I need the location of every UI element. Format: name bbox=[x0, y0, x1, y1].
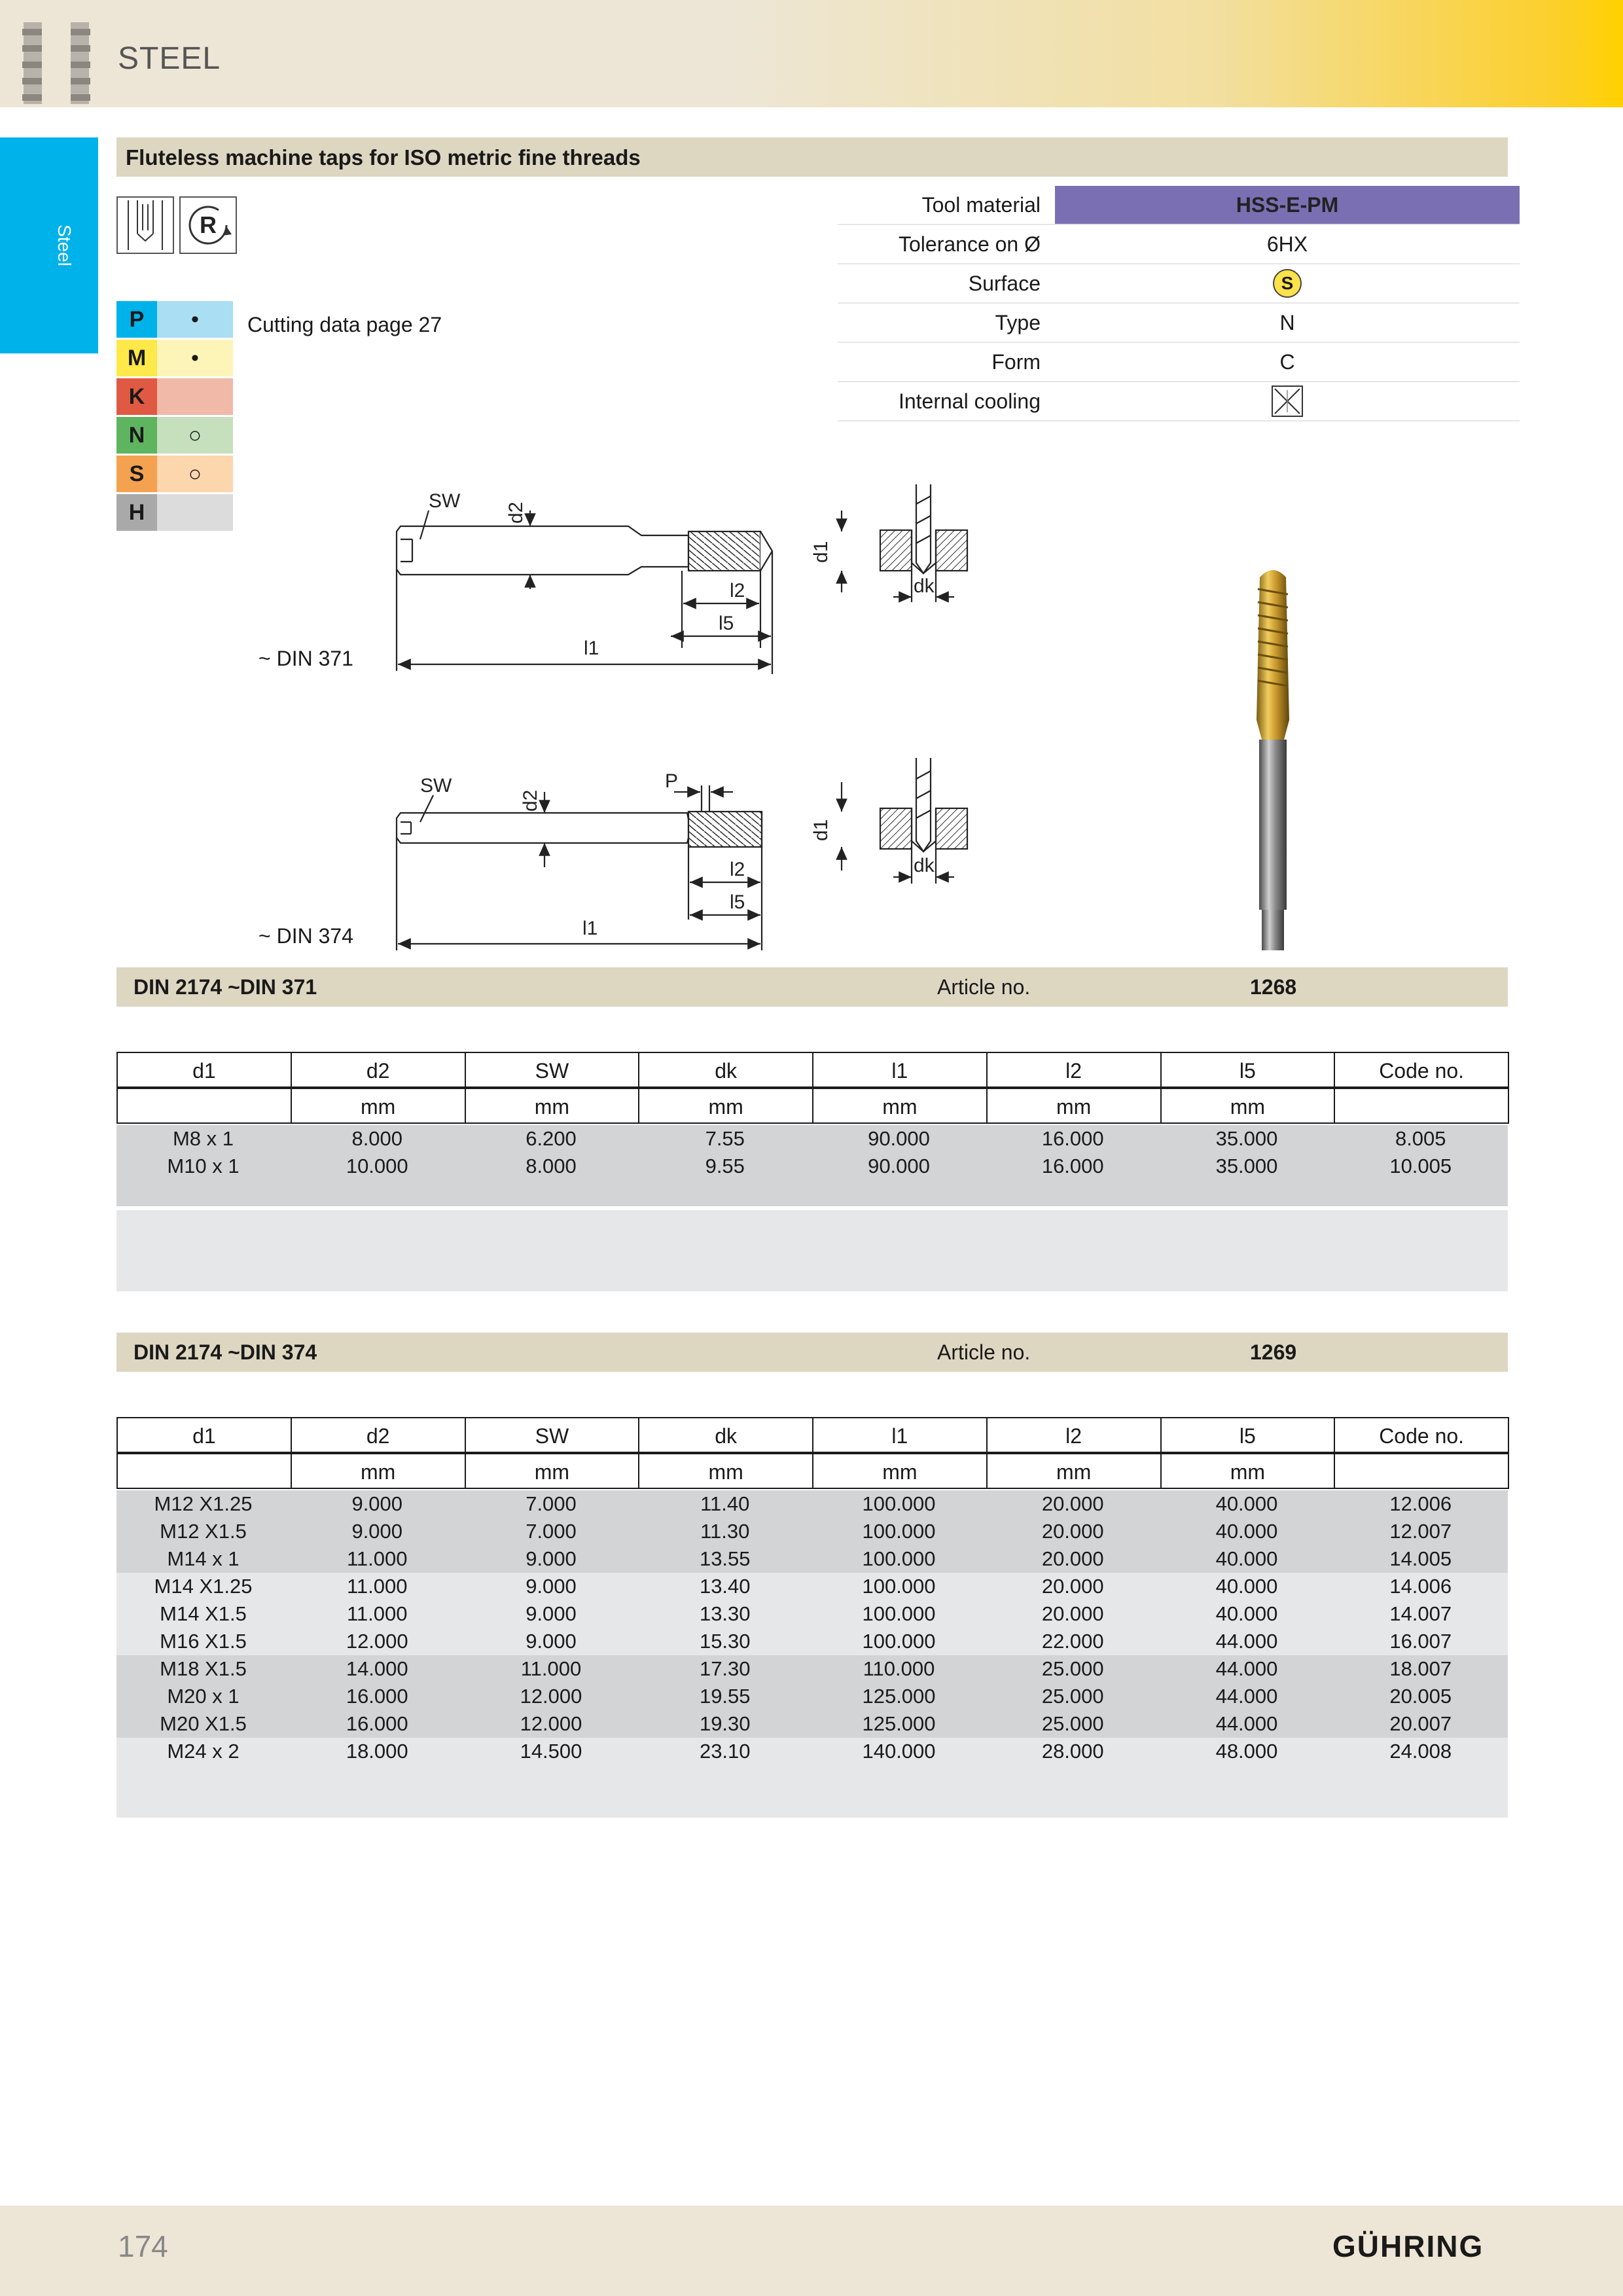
unit-header: mm bbox=[465, 1088, 640, 1124]
unit-header: mm bbox=[1160, 1453, 1336, 1489]
unit-header: mm bbox=[638, 1088, 813, 1124]
column-header: Code no. bbox=[1334, 1052, 1509, 1088]
table-cell: 40.000 bbox=[1215, 1547, 1278, 1570]
form-value: C bbox=[1055, 342, 1520, 382]
material-group-m bbox=[116, 340, 233, 376]
table-row bbox=[116, 1600, 1508, 1628]
d2-label: d2 bbox=[505, 501, 527, 524]
svg-text:R: R bbox=[200, 211, 217, 238]
material-suitability: ○ bbox=[157, 456, 233, 492]
table-cell: 11.30 bbox=[700, 1520, 750, 1543]
spec-label: Tolerance on Ø bbox=[838, 224, 1055, 264]
table-cell: 35.000 bbox=[1215, 1155, 1278, 1177]
table-cell: 12.000 bbox=[520, 1712, 582, 1735]
table-cell: M8 x 1 bbox=[172, 1127, 234, 1150]
material-letter: H bbox=[116, 494, 157, 531]
table-row bbox=[116, 1710, 1508, 1738]
table-cell: 100.000 bbox=[862, 1575, 936, 1598]
din374-labels bbox=[420, 770, 935, 939]
material-suitability: • bbox=[157, 340, 233, 376]
table-cell: 9.000 bbox=[526, 1630, 577, 1653]
product-title: Fluteless machine taps for ISO metric fine threads bbox=[126, 145, 641, 170]
table-row bbox=[116, 1125, 1508, 1153]
table-cell: 18.000 bbox=[346, 1740, 408, 1763]
table-cell: 7.55 bbox=[705, 1127, 745, 1150]
section2-bar bbox=[116, 1333, 1508, 1372]
din374-label: ~ DIN 374 bbox=[259, 924, 353, 948]
table-cell: M14 X1.5 bbox=[160, 1602, 247, 1625]
table-header bbox=[116, 1417, 1508, 1490]
table-cell: 14.005 bbox=[1389, 1547, 1452, 1570]
table-row bbox=[116, 1655, 1508, 1683]
table-row bbox=[116, 1153, 1508, 1180]
dk-label: dk bbox=[914, 575, 935, 597]
table-cell: 17.30 bbox=[699, 1657, 751, 1680]
table-cell: 13.55 bbox=[699, 1547, 751, 1570]
table-cell: 11.000 bbox=[346, 1602, 408, 1625]
table-cell: 13.40 bbox=[699, 1575, 751, 1598]
section2-title: DIN 2174 ~DIN 374 bbox=[134, 1340, 317, 1364]
table-cell: 19.55 bbox=[699, 1685, 751, 1708]
material-group-h bbox=[116, 494, 233, 531]
table-cell: 20.000 bbox=[1041, 1602, 1104, 1625]
sw-label: SW bbox=[420, 775, 452, 797]
table-filler bbox=[116, 1210, 1508, 1291]
d1-label: d1 bbox=[810, 819, 832, 841]
spec-label: Form bbox=[838, 342, 1055, 382]
table-cell: 16.007 bbox=[1389, 1630, 1452, 1653]
table-cell: 25.000 bbox=[1041, 1685, 1104, 1708]
table-cell: 19.30 bbox=[699, 1712, 751, 1735]
l5-label: l5 bbox=[730, 891, 745, 913]
table-body bbox=[116, 1490, 1508, 1818]
table-cell: 11.40 bbox=[700, 1492, 750, 1515]
table-cell: 44.000 bbox=[1215, 1685, 1278, 1708]
column-header: dk bbox=[638, 1417, 813, 1453]
spec-row bbox=[838, 186, 1520, 224]
table-cell: 23.10 bbox=[699, 1740, 751, 1763]
unit-header: mm bbox=[291, 1088, 466, 1124]
table-cell: 20.000 bbox=[1041, 1547, 1104, 1570]
table-cell: 100.000 bbox=[862, 1520, 936, 1543]
material-group-p bbox=[116, 301, 233, 338]
unit-header: mm bbox=[986, 1453, 1162, 1489]
table-cell: 9.000 bbox=[526, 1547, 577, 1570]
l1-label: l1 bbox=[584, 637, 599, 659]
column-header: d2 bbox=[291, 1052, 466, 1088]
thread-logo-icon bbox=[17, 9, 96, 107]
dk-label: dk bbox=[914, 855, 935, 876]
tool-material-value: HSS-E-PM bbox=[1055, 186, 1520, 224]
spec-row bbox=[838, 224, 1520, 264]
no-internal-cooling-icon bbox=[1271, 385, 1304, 418]
table-cell: 20.005 bbox=[1389, 1685, 1452, 1708]
material-letter: M bbox=[116, 340, 157, 376]
table-row bbox=[116, 1573, 1508, 1600]
side-tab-label: Steel bbox=[54, 224, 75, 266]
pitch-label: P bbox=[665, 770, 679, 792]
table-cell: 8.000 bbox=[526, 1155, 577, 1177]
spec-label: Type bbox=[838, 303, 1055, 342]
table-cell: 11.000 bbox=[346, 1575, 408, 1598]
table-row bbox=[116, 1518, 1508, 1545]
table-cell: 28.000 bbox=[1041, 1740, 1104, 1763]
table-cell: 10.005 bbox=[1389, 1155, 1452, 1177]
article-number: 1268 bbox=[1250, 975, 1297, 999]
article-number: 1269 bbox=[1250, 1340, 1297, 1364]
table-cell: 10.000 bbox=[346, 1155, 408, 1177]
table-cell: 125.000 bbox=[862, 1712, 936, 1735]
table-cell: 90.000 bbox=[868, 1155, 930, 1177]
table-cell: 9.000 bbox=[351, 1520, 403, 1543]
unit-header: mm bbox=[812, 1453, 988, 1489]
table-cell: 48.000 bbox=[1215, 1740, 1278, 1763]
section-title: STEEL bbox=[118, 41, 221, 76]
tolerance-value: 6HX bbox=[1055, 224, 1520, 264]
din371-drawing bbox=[397, 484, 967, 674]
table-cell: M18 X1.5 bbox=[160, 1657, 247, 1680]
column-header: d1 bbox=[116, 1417, 292, 1453]
column-header: d2 bbox=[291, 1417, 466, 1453]
table-cell: 25.000 bbox=[1041, 1712, 1104, 1735]
unit-header: mm bbox=[638, 1453, 813, 1489]
spec-label: Tool material bbox=[838, 186, 1055, 224]
unit-header bbox=[1334, 1453, 1509, 1489]
table-cell: 44.000 bbox=[1215, 1657, 1278, 1680]
table-cell: 20.000 bbox=[1041, 1520, 1104, 1543]
table-cell: 20.007 bbox=[1389, 1712, 1452, 1735]
table-cell: 9.55 bbox=[705, 1155, 745, 1177]
d2-label: d2 bbox=[520, 789, 541, 812]
spec-row bbox=[838, 264, 1520, 303]
table-cell: 140.000 bbox=[862, 1740, 936, 1763]
column-header: SW bbox=[465, 1052, 640, 1088]
table-filler bbox=[116, 1180, 1508, 1206]
spec-label: Internal cooling bbox=[838, 382, 1055, 421]
table-cell: M12 X1.5 bbox=[160, 1520, 247, 1543]
spec-row bbox=[838, 382, 1520, 421]
side-tab[interactable] bbox=[0, 137, 98, 353]
table-cell: 12.000 bbox=[520, 1685, 582, 1708]
table-cell: 14.000 bbox=[346, 1657, 408, 1680]
table-cell: 8.000 bbox=[351, 1127, 403, 1150]
table-cell: M24 x 2 bbox=[167, 1740, 240, 1763]
spec-label: Surface bbox=[838, 264, 1055, 303]
table-cell: 13.30 bbox=[699, 1602, 751, 1625]
material-suitability bbox=[157, 494, 233, 531]
table-cell: 16.000 bbox=[1041, 1127, 1104, 1150]
table-cell: 110.000 bbox=[863, 1657, 935, 1680]
table-cell: 40.000 bbox=[1215, 1575, 1278, 1598]
column-header: Code no. bbox=[1334, 1417, 1509, 1453]
table-cell: 15.30 bbox=[699, 1630, 751, 1653]
table-filler bbox=[116, 1765, 1508, 1818]
table-cell: 125.000 bbox=[862, 1685, 936, 1708]
table-cell: M12 X1.25 bbox=[154, 1492, 253, 1515]
table-cell: 11.000 bbox=[520, 1657, 582, 1680]
table-cell: 7.000 bbox=[526, 1520, 577, 1543]
table-cell: 11.000 bbox=[346, 1547, 408, 1570]
table-cell: 40.000 bbox=[1215, 1520, 1278, 1543]
column-header: l5 bbox=[1160, 1417, 1336, 1453]
spec-table bbox=[838, 186, 1520, 422]
table-cell: 14.007 bbox=[1389, 1602, 1452, 1625]
brand-logo: GÜHRING bbox=[1332, 2229, 1484, 2263]
l2-label: l2 bbox=[730, 580, 745, 601]
right-hand-rotation-icon bbox=[179, 196, 237, 254]
table-cell: 44.000 bbox=[1215, 1712, 1278, 1735]
table-row bbox=[116, 1490, 1508, 1518]
unit-header bbox=[1334, 1088, 1509, 1124]
table-cell: 7.000 bbox=[526, 1492, 577, 1515]
column-header: l1 bbox=[812, 1052, 988, 1088]
table-header bbox=[116, 1052, 1508, 1125]
table-cell: 9.000 bbox=[351, 1492, 403, 1515]
table-row bbox=[116, 1545, 1508, 1573]
l1-label: l1 bbox=[582, 918, 598, 939]
table-cell: 16.000 bbox=[346, 1685, 408, 1708]
table-row bbox=[116, 1738, 1508, 1765]
column-header: dk bbox=[638, 1052, 813, 1088]
tap-product-image bbox=[1243, 563, 1302, 956]
table-cell: 18.007 bbox=[1389, 1657, 1452, 1680]
table-cell: 40.000 bbox=[1215, 1602, 1278, 1625]
table-cell: 8.005 bbox=[1395, 1127, 1446, 1150]
material-letter: N bbox=[116, 417, 157, 454]
column-header: SW bbox=[465, 1417, 640, 1453]
table-cell: 22.000 bbox=[1041, 1630, 1104, 1653]
section1-table bbox=[116, 1052, 1508, 1291]
column-header: d1 bbox=[116, 1052, 292, 1088]
material-suitability: • bbox=[157, 301, 233, 338]
table-cell: M20 x 1 bbox=[167, 1685, 240, 1708]
tap-profile-icon bbox=[116, 196, 174, 254]
table-cell: 90.000 bbox=[868, 1127, 930, 1150]
page-number: 174 bbox=[118, 2229, 168, 2263]
spec-row bbox=[838, 303, 1520, 342]
table-cell: M20 X1.5 bbox=[160, 1712, 247, 1735]
table-cell: M14 x 1 bbox=[167, 1547, 240, 1570]
material-letter: K bbox=[116, 378, 157, 415]
column-header: l2 bbox=[986, 1417, 1162, 1453]
table-body bbox=[116, 1125, 1508, 1291]
table-cell: 25.000 bbox=[1041, 1657, 1104, 1680]
table-row bbox=[116, 1683, 1508, 1710]
table-cell: 6.200 bbox=[526, 1127, 577, 1150]
table-cell: 12.000 bbox=[346, 1630, 408, 1653]
article-label: Article no. bbox=[937, 1340, 1031, 1364]
material-group-k bbox=[116, 378, 233, 415]
column-header: l1 bbox=[812, 1417, 988, 1453]
d1-label: d1 bbox=[810, 541, 832, 563]
table-cell: 16.000 bbox=[346, 1712, 408, 1735]
table-cell: 44.000 bbox=[1215, 1630, 1278, 1653]
table-cell: 20.000 bbox=[1041, 1492, 1104, 1515]
l2-label: l2 bbox=[730, 859, 745, 880]
table-cell: M16 X1.5 bbox=[160, 1630, 247, 1653]
table-cell: 9.000 bbox=[526, 1602, 577, 1625]
table-cell: 14.006 bbox=[1389, 1575, 1452, 1598]
table-cell: 16.000 bbox=[1041, 1155, 1104, 1177]
type-value: N bbox=[1055, 303, 1520, 342]
table-cell: 24.008 bbox=[1389, 1740, 1452, 1763]
table-cell: 100.000 bbox=[862, 1602, 936, 1625]
table-cell: 35.000 bbox=[1215, 1127, 1278, 1150]
unit-header: mm bbox=[812, 1088, 988, 1124]
table-cell: 12.006 bbox=[1389, 1492, 1452, 1515]
unit-header bbox=[116, 1088, 292, 1124]
table-cell: 14.500 bbox=[520, 1740, 582, 1763]
page-header bbox=[0, 0, 1623, 107]
table-cell: 9.000 bbox=[526, 1575, 577, 1598]
technical-drawing bbox=[249, 458, 1001, 969]
sw-label: SW bbox=[429, 490, 461, 512]
table-cell: M14 X1.25 bbox=[154, 1575, 253, 1598]
material-letter: S bbox=[116, 456, 157, 492]
table-cell: M10 x 1 bbox=[167, 1155, 240, 1177]
section1-bar bbox=[116, 967, 1508, 1007]
section1-title: DIN 2174 ~DIN 371 bbox=[134, 975, 317, 999]
table-cell: 100.000 bbox=[862, 1492, 936, 1515]
l5-label: l5 bbox=[719, 613, 734, 634]
din371-label: ~ DIN 371 bbox=[259, 647, 353, 670]
material-group-s bbox=[116, 456, 233, 492]
table-cell: 12.007 bbox=[1389, 1520, 1452, 1543]
section2-table bbox=[116, 1417, 1508, 1818]
material-group-n bbox=[116, 417, 233, 454]
table-cell: 100.000 bbox=[862, 1630, 936, 1653]
material-letter: P bbox=[116, 301, 157, 338]
table-cell: 40.000 bbox=[1215, 1492, 1278, 1515]
column-header: l2 bbox=[986, 1052, 1162, 1088]
column-header: l5 bbox=[1160, 1052, 1336, 1088]
unit-header: mm bbox=[986, 1088, 1162, 1124]
material-suitability: ○ bbox=[157, 417, 233, 454]
table-cell: 100.000 bbox=[862, 1547, 936, 1570]
spec-row bbox=[838, 342, 1520, 382]
table-row bbox=[116, 1628, 1508, 1655]
unit-header: mm bbox=[291, 1453, 466, 1489]
unit-header: mm bbox=[465, 1453, 640, 1489]
table-cell: 20.000 bbox=[1041, 1575, 1104, 1598]
din374-drawing bbox=[397, 758, 967, 950]
unit-header: mm bbox=[1160, 1088, 1336, 1124]
article-label: Article no. bbox=[937, 975, 1031, 999]
cutting-data-ref: Cutting data page 27 bbox=[247, 313, 442, 336]
surface-badge-icon: S bbox=[1273, 269, 1302, 298]
material-suitability bbox=[157, 378, 233, 415]
unit-header bbox=[116, 1453, 292, 1489]
